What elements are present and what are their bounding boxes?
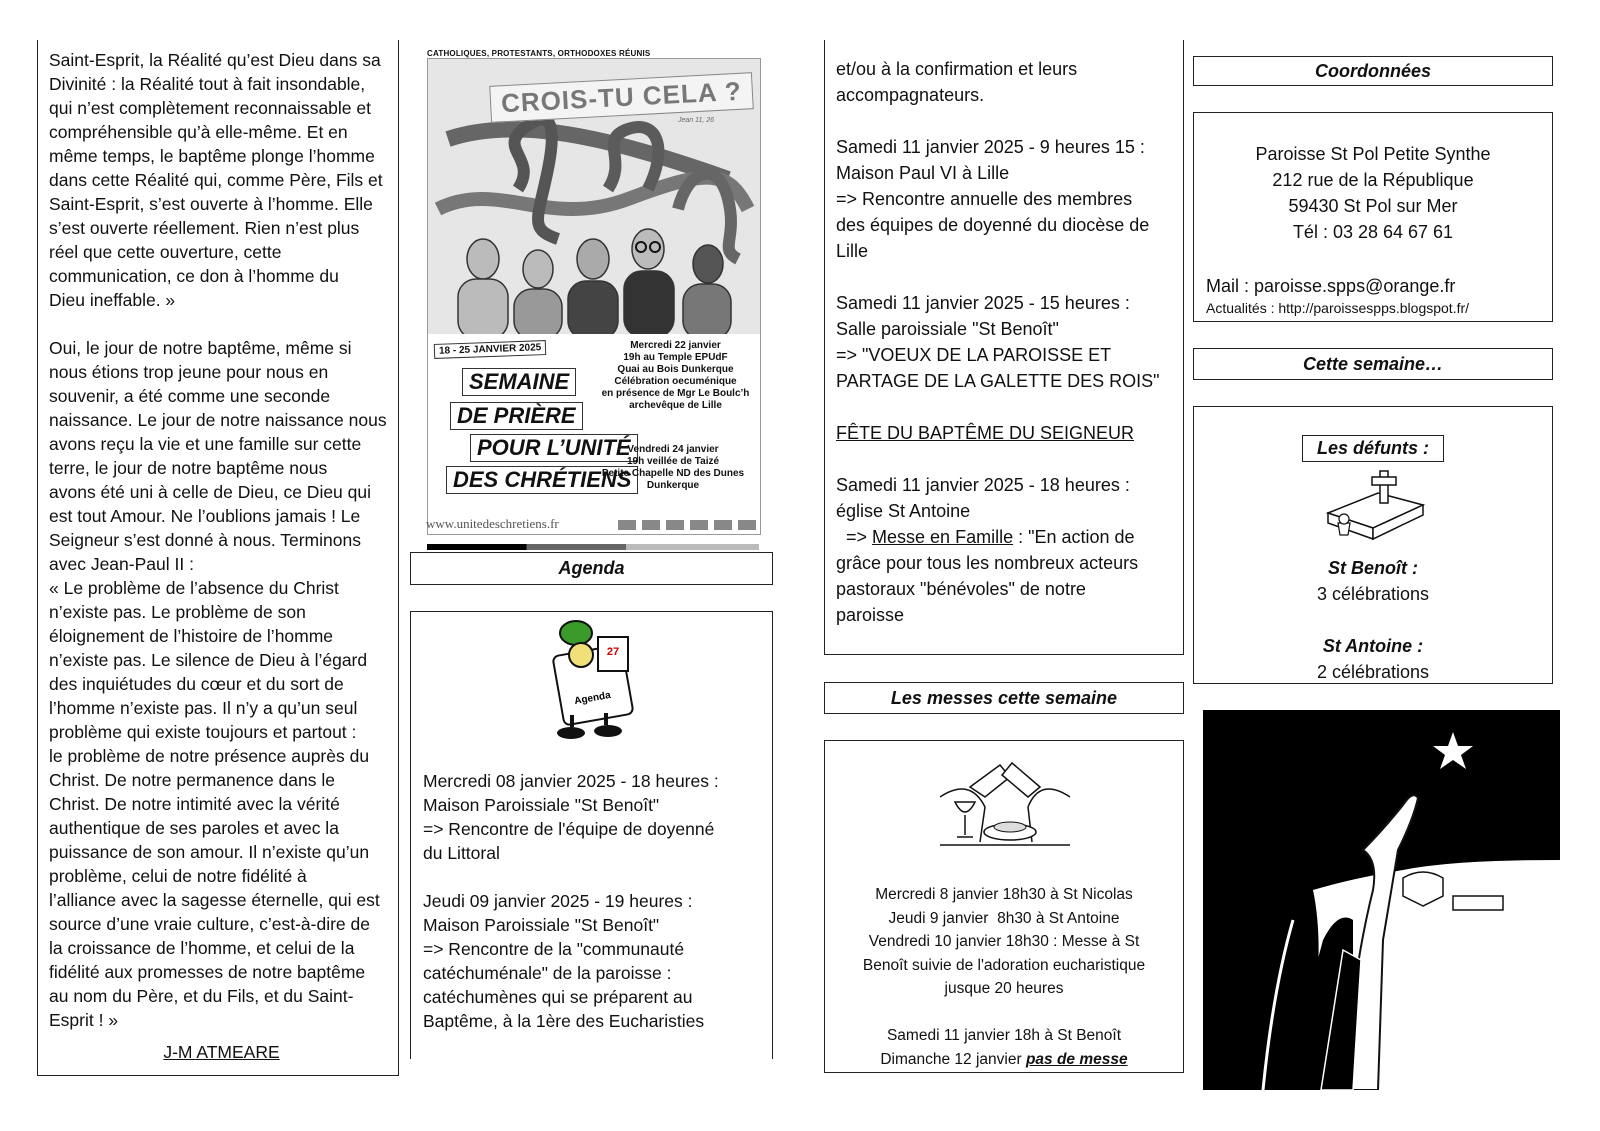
mass-line: Vendredi 10 janvier 18h30 : Messe à St — [868, 933, 1140, 950]
homily-signature: J-M ATMEARE — [163, 1042, 280, 1062]
poster-dates: 18 - 25 JANVIER 2025 — [434, 340, 547, 359]
agenda-icon — [536, 615, 646, 745]
poster-event-2-line: Dunkerque — [646, 480, 700, 491]
no-mass-note: pas de messe — [1025, 1050, 1128, 1068]
poster-website: www.unitedeschretiens.fr — [426, 516, 559, 531]
poster-top-banner: CATHOLIQUES, PROTESTANTS, ORTHODOXES RÉUNIS — [427, 49, 651, 58]
this-week-box — [1193, 406, 1553, 684]
masses-box — [824, 740, 1184, 1073]
parish-street: 212 rue de la République — [1272, 170, 1474, 190]
poster-artwork — [427, 58, 761, 336]
poster-bottom-bar — [427, 544, 759, 550]
agenda-icon-day: 27 — [606, 646, 620, 658]
feast-title: FÊTE DU BAPTÊME DU SEIGNEUR — [836, 423, 1135, 443]
poster-verse-ref: Jean 11, 26 — [678, 117, 715, 124]
mass-line: Benoît suivie de l'adoration eucharistique — [862, 956, 1146, 974]
events-column — [824, 40, 1184, 655]
poster-event-2-line: Petite Chapelle ND des Dunes — [601, 468, 745, 479]
parish-mail: Mail : paroisse.spps@orange.fr — [1206, 276, 1456, 296]
eucharist-icon — [940, 747, 1070, 857]
church-st-benoit: St Benoît : — [1328, 558, 1418, 578]
poster-event-1-line: en présence de Mgr Le Boulc’h — [601, 388, 750, 399]
poster-event-1-line: 19h au Temple EPUdF — [623, 352, 728, 363]
agenda-box — [410, 611, 773, 1059]
event-entry-2: Samedi 11 janvier 2025 - 15 heures : Salle paroissiale "St Benoît" => "VOEUX DE LA PAROISSE ET PARTAGE DE LA GALETTE DES ROIS" — [836, 293, 1160, 391]
poster-headline-2: DE PRIÈRE — [450, 402, 583, 430]
parish-phone: Tél : 03 28 64 67 61 — [1292, 222, 1454, 242]
contact-box — [1193, 112, 1553, 322]
parish-city: 59430 St Pol sur Mer — [1288, 196, 1458, 216]
poster-event-1-line: Mercredi 22 janvier — [630, 340, 721, 351]
event-entry-3-head: Samedi 11 janvier 2025 - 18 heures : église St Antoine — [836, 475, 1130, 521]
masses-header: Les messes cette semaine — [824, 682, 1184, 714]
tomb-icon — [1318, 463, 1428, 553]
poster-headline-3: POUR L’UNITÉ — [470, 434, 638, 462]
contact-header: Coordonnées — [1193, 56, 1553, 86]
agenda-entry: Mercredi 08 janvier 2025 - 18 heures : Maison Paroissiale "St Benoît" => Rencontre de l'équipe de doyenné du Littoral — [423, 771, 719, 863]
poster-event-1-line: archevêque de Lille — [629, 400, 722, 411]
church-st-antoine: St Antoine : — [1322, 636, 1424, 656]
poster-title: CROIS-TU CELA ? — [489, 72, 753, 123]
event-entry-3-prefix: => — [836, 527, 873, 547]
deceased-label: Les défunts : — [1302, 435, 1444, 462]
poster-event-2 — [588, 444, 758, 492]
mass-line: Jeudi 9 janvier 8h30 à St Antoine — [888, 909, 1120, 927]
poster-event-1-line: Quai au Bois Dunkerque — [617, 364, 734, 375]
unity-week-poster — [425, 44, 763, 552]
parish-news: Actualités : http://paroissespps.blogspot.fr/ — [1206, 300, 1470, 316]
poster-logos — [618, 520, 758, 530]
count-st-benoit: 3 célébrations — [1316, 584, 1430, 604]
poster-event-2-line: 19h veillée de Taizé — [626, 456, 720, 467]
agenda-entry: Jeudi 09 janvier 2025 - 19 heures : Maison Paroissiale "St Benoît" => Rencontre de la "communauté catéchuménale" de la paroisse : catéchumènes qui se préparent au Baptême, à la 1ère des Eucharisties — [423, 891, 705, 1031]
poster-lower — [427, 334, 761, 535]
homily-paragraph-2: Oui, le jour de notre baptême, même si nous étions trop jeune pour nous en souvenir, a été comme une seconde naissance. Le jour de notre naissance nous avons reçu la vie et une famille sur cette terre, le jour de notre baptême nous avons été uni à celle de Dieu, ce Dieu qui est tout Amour. Ne l’oublions jamais ! Le Seigneur s’est donné à nous. Terminons avec Jean-Paul II : « Le problème de l’absence du Christ n’existe pas. Le problème de son éloignement de l’histoire de l’homme n’existe pas. Le silence de Dieu à l’égard des inquiétudes du cœur et du sort de l’homme n’existe pas. Il n’y a qu’un seul problème qui existe toujours et partout : le problème de notre présence auprès du Christ. De notre permanence dans le Christ. De notre intimité avec la vérité authentique de ses paroles et avec la puissance de son amour. Il n’existe qu’un problème, celui de notre fidélité à l’alliance avec la sagesse éternelle, qui est source d’une vraie culture, c’est-à-dire de la croissance de l’homme, et celui de la fidélité aux promesses de notre baptême au nom du Père, et du Fils, et du Saint- Esprit ! » — [49, 338, 387, 1030]
star-night-image — [1203, 710, 1560, 1090]
poster-event-2-line: Vendredi 24 janvier — [627, 444, 719, 455]
event-entry-3-body — [836, 524, 1181, 628]
epiphany-illustration — [1203, 710, 1560, 1090]
event-entry-3-rest: : "En action de grâce pour tous les nombreux acteurs pastoraux "bénévoles" de notre paroisse — [836, 527, 1139, 625]
homily-paragraph-1: Saint-Esprit, la Réalité qu’est Dieu dans sa Divinité : la Réalité tout à fait insondable, qui n’est complètement reconnaissable et compréhensible qu’à elle-même. Et en même temps, le baptême plonge l’homme dans cette Réalité qui, comme Père, Fils et Saint-Esprit, s’est ouverte à l’homme. Elle s’est ouverte réellement. Rien n’est plus réel que cette ouverture, cette communication, ce don à l’homme du Dieu ineffable. » — [49, 50, 383, 310]
mass-line: jusque 20 heures — [944, 980, 1064, 997]
count-st-antoine: 2 célébrations — [1316, 662, 1430, 682]
this-week-header: Cette semaine… — [1193, 348, 1553, 380]
mass-line-sunday — [825, 1048, 1183, 1072]
mass-line: Mercredi 8 janvier 18h30 à St Nicolas — [875, 886, 1133, 903]
poster-event-1-line: Célébration oecuménique — [614, 376, 737, 387]
mass-line: Samedi 11 janvier 18h à St Benoît — [886, 1027, 1122, 1044]
continuation-text: et/ou à la confirmation et leurs accompagnateurs. — [836, 59, 1078, 105]
event-entry-1: Samedi 11 janvier 2025 - 9 heures 15 : Maison Paul VI à Lille => Rencontre annuelle des membres des équipes de doyenné du diocèse de Lille — [836, 137, 1150, 261]
homily-column — [37, 40, 399, 1076]
poster-headline-1: SEMAINE — [462, 368, 576, 396]
agenda-header: Agenda — [410, 552, 773, 585]
agenda-icon-label: Agenda — [573, 689, 612, 708]
mass-line — [825, 1001, 1183, 1025]
family-mass-link: Messe en Famille — [872, 527, 1014, 547]
parish-name: Paroisse St Pol Petite Synthe — [1255, 144, 1491, 164]
poster-event-1 — [593, 340, 758, 412]
sunday-label: Dimanche 12 janvier — [880, 1050, 1026, 1068]
poster-headline-4: DES CHRÉTIENS — [446, 466, 638, 494]
